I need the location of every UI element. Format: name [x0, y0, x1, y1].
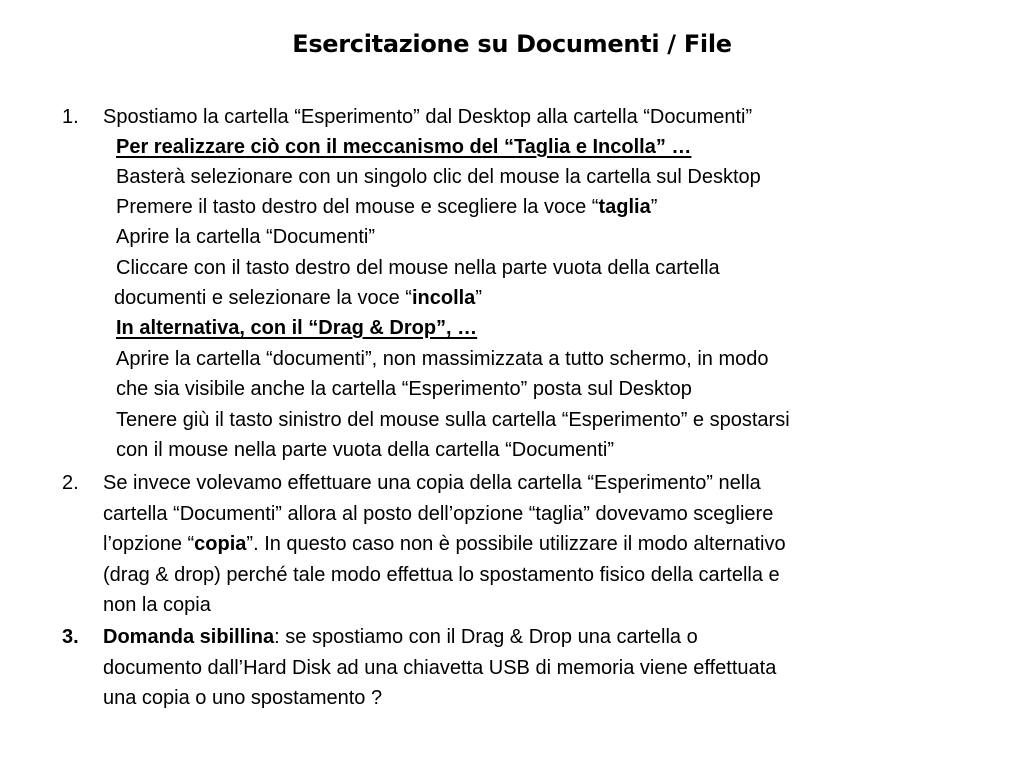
item-3-question-label: Domanda sibillina	[103, 626, 275, 648]
item-2-number: 2.	[62, 472, 79, 494]
step-4-quote: ”	[475, 287, 482, 309]
alt-step-1-line-2: che sia visibile anche la cartella “Esperimento” posta sul Desktop	[116, 378, 692, 400]
step-4-text: documenti e selezionare la voce “	[114, 287, 412, 309]
step-3: Aprire la cartella “Documenti”	[116, 226, 375, 248]
item-2-line-5: non la copia	[103, 594, 211, 616]
item-3-line-2: documento dall’Hard Disk ad una chiavetta USB di memoria viene effettuata	[103, 657, 777, 679]
item-3-number: 3.	[62, 626, 79, 648]
alt-step-2-line-2: con il mouse nella parte vuota della cartella “Documenti”	[116, 439, 615, 461]
step-2-text: Premere il tasto destro del mouse e scegliere la voce “	[116, 196, 599, 218]
step-4-line-1: Cliccare con il tasto destro del mouse nella parte vuota della cartella	[116, 257, 720, 279]
item-3-line-1	[103, 622, 698, 652]
item-2-line-1: Se invece volevamo effettuare una copia della cartella “Esperimento” nella	[103, 472, 761, 494]
item-3-line-1-text: : se spostiamo con il Drag & Drop una cartella o	[274, 626, 698, 648]
item-2-line-2: cartella “Documenti” allora al posto dell’opzione “taglia” dovevamo scegliere	[103, 503, 774, 525]
step-2-quote: ”	[650, 196, 658, 218]
alt-step-1-line-1: Aprire la cartella “documenti”, non massimizzata a tutto schermo, in modo	[116, 348, 769, 370]
step-4-line-2	[114, 283, 482, 313]
item-2-line-3-rest: ”. In questo caso non è possibile utilizzare il modo alternativo	[246, 533, 786, 555]
item-2-line-4: (drag & drop) perché tale modo effettua lo spostamento fisico della cartella e	[103, 564, 780, 586]
method-2-heading: In alternativa, con il “Drag & Drop”, …	[116, 317, 478, 339]
step-4-keyword: incolla	[411, 287, 476, 309]
step-2-keyword: taglia	[598, 196, 651, 218]
item-1-number: 1.	[62, 106, 79, 128]
slide-title: Esercitazione su Documenti / File	[292, 30, 732, 58]
method-1-heading: Per realizzare ciò con il meccanismo del “Taglia e Incolla” …	[116, 136, 692, 158]
item-1-intro: Spostiamo la cartella “Esperimento” dal Desktop alla cartella “Documenti”	[103, 106, 753, 128]
item-3-line-3: una copia o uno spostamento ?	[103, 687, 383, 709]
step-2	[116, 192, 657, 222]
item-2-line-3	[103, 529, 786, 559]
step-1: Basterà selezionare con un singolo clic del mouse la cartella sul Desktop	[116, 166, 761, 188]
item-2-line-3-text: l’opzione “	[103, 533, 195, 555]
alt-step-2-line-1: Tenere giù il tasto sinistro del mouse sulla cartella “Esperimento” e spostarsi	[116, 409, 790, 431]
item-2-keyword: copia	[194, 533, 247, 555]
